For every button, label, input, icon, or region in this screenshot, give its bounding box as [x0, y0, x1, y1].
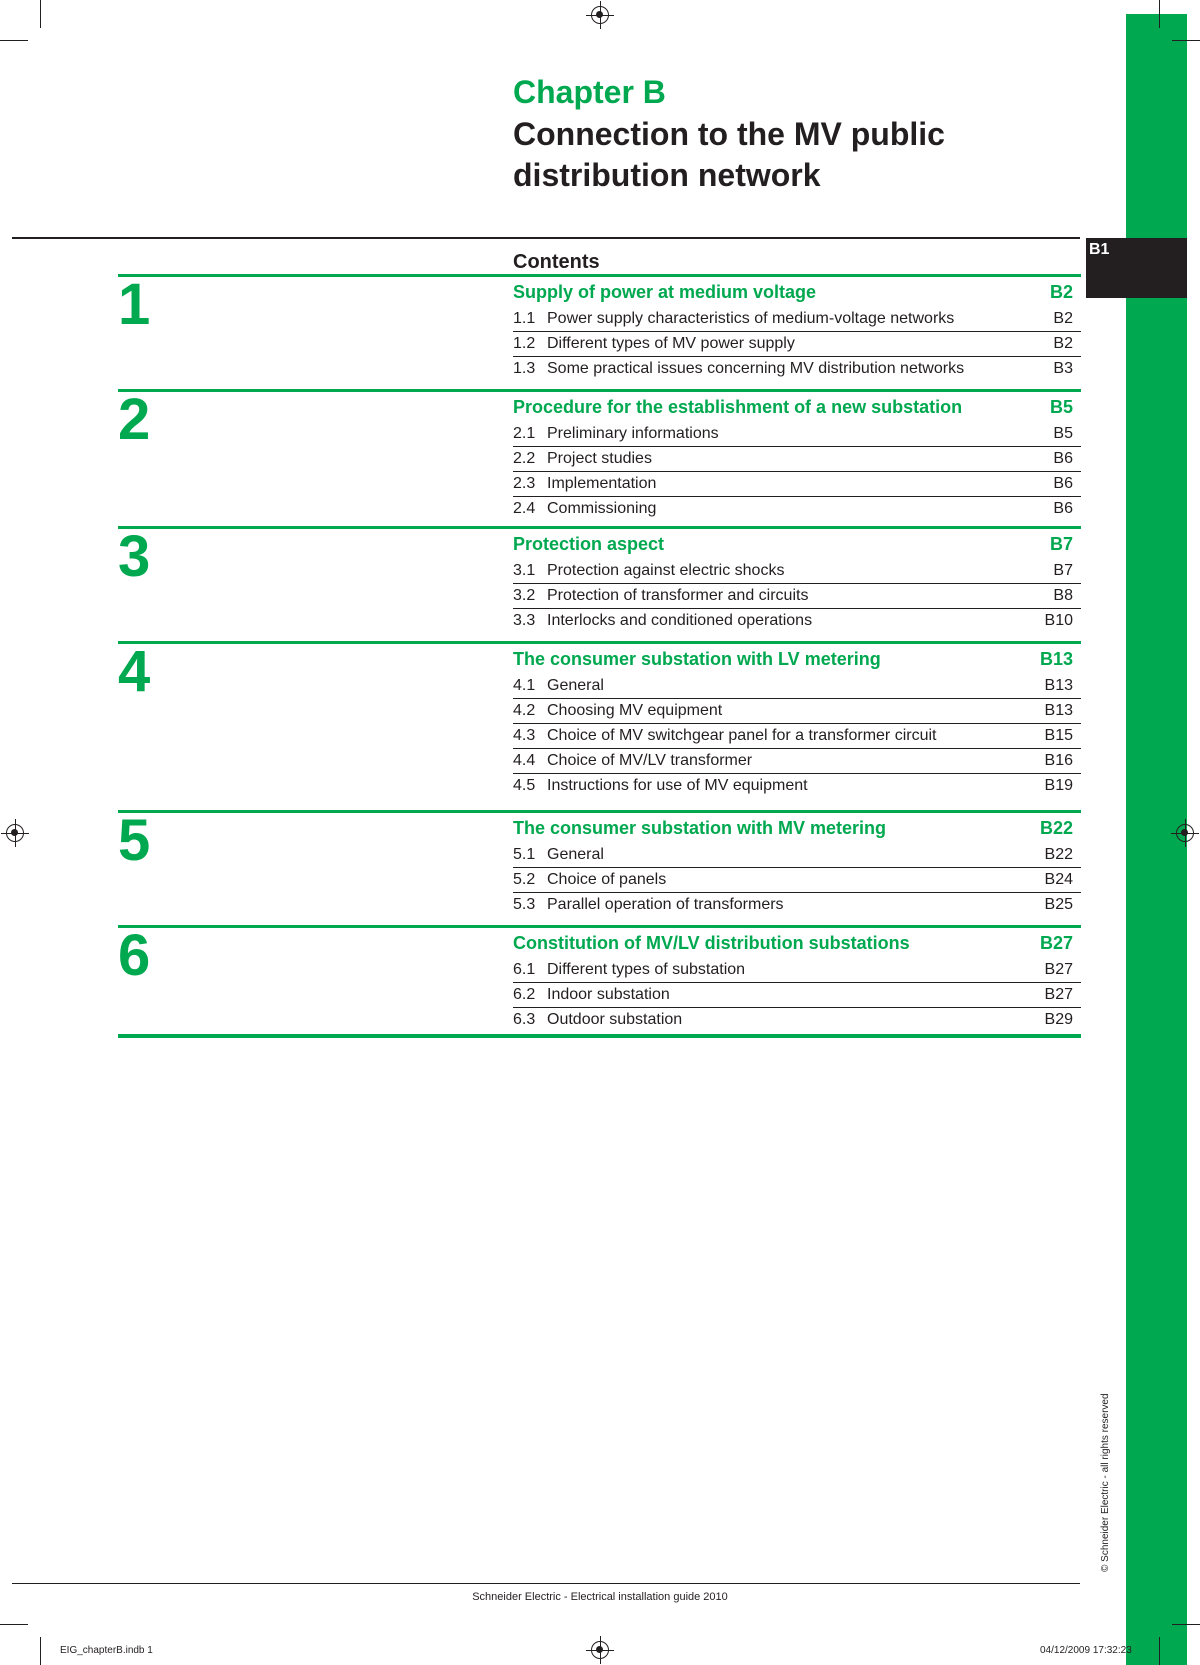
section-number: 3 — [118, 524, 151, 589]
chapter-label: Chapter B — [513, 74, 666, 110]
toc-item-number: 5.1 — [513, 846, 536, 863]
toc-item[interactable] — [513, 307, 1081, 332]
crop-mark — [0, 1624, 28, 1625]
toc-section — [118, 641, 1081, 810]
toc-item-page: B22 — [1044, 846, 1073, 863]
toc-item-page: B13 — [1044, 677, 1073, 694]
section-page: B13 — [1039, 648, 1073, 669]
section-title: Procedure for the establishment of a new substation — [513, 396, 963, 417]
toc-item-number: 6.3 — [513, 1011, 536, 1028]
print-slug-date: 04/12/2009 17:32:23 — [1040, 1645, 1132, 1656]
toc-item-label — [513, 500, 656, 518]
toc-item-number: 3.2 — [513, 587, 536, 604]
toc-item-title: Project studies — [547, 450, 652, 467]
toc-item-page: B27 — [1044, 986, 1073, 1003]
toc-item-page: B6 — [1053, 475, 1073, 492]
registration-mark-icon — [591, 6, 609, 24]
toc-item[interactable] — [513, 332, 1081, 357]
toc-item-title: Choice of panels — [547, 871, 667, 888]
crop-mark — [1159, 0, 1160, 28]
chapter-tab — [1086, 238, 1187, 298]
toc-item-label — [513, 425, 719, 443]
table-of-contents — [118, 274, 1081, 1042]
toc-item-page: B29 — [1044, 1011, 1073, 1028]
toc-item-label — [513, 562, 784, 580]
toc-item[interactable] — [513, 868, 1081, 893]
toc-item[interactable] — [513, 609, 1081, 633]
toc-item-label — [513, 587, 808, 605]
toc-item-page: B6 — [1053, 450, 1073, 467]
copyright-notice: © Schneider Electric - all rights reserved — [1100, 1393, 1111, 1572]
toc-item-page: B16 — [1044, 752, 1073, 769]
toc-item-number: 1.2 — [513, 335, 536, 352]
toc-section — [118, 526, 1081, 641]
crop-mark — [1172, 40, 1200, 41]
toc-section — [118, 810, 1081, 925]
toc-item-title: Choice of MV switchgear panel for a transformer circuit — [547, 727, 937, 744]
toc-item[interactable] — [513, 983, 1081, 1008]
toc-item[interactable] — [513, 724, 1081, 749]
toc-item[interactable] — [513, 422, 1081, 447]
toc-item-title: Interlocks and conditioned operations — [547, 612, 813, 629]
toc-item-label — [513, 360, 964, 378]
toc-section — [118, 274, 1081, 389]
toc-item-page: B5 — [1053, 425, 1073, 442]
section-heading[interactable] — [513, 392, 1081, 422]
section-page: B5 — [1049, 396, 1073, 417]
toc-item-label — [513, 727, 936, 745]
toc-item-page: B7 — [1053, 562, 1073, 579]
section-title: Constitution of MV/LV distribution substations — [513, 932, 910, 953]
toc-section — [118, 389, 1081, 526]
toc-item-number: 2.1 — [513, 425, 536, 442]
toc-item-title: General — [547, 677, 604, 694]
toc-item[interactable] — [513, 357, 1081, 381]
toc-item[interactable] — [513, 699, 1081, 724]
toc-item-label — [513, 702, 722, 720]
crop-mark — [1172, 1624, 1200, 1625]
toc-item-label — [513, 335, 795, 353]
section-heading[interactable] — [513, 529, 1081, 559]
toc-item-number: 4.5 — [513, 777, 536, 794]
toc-item-label — [513, 450, 652, 468]
toc-item-label — [513, 612, 812, 630]
toc-item-label — [513, 961, 745, 979]
toc-item-number: 4.3 — [513, 727, 536, 744]
toc-item-label — [513, 752, 752, 770]
toc-item-title: Protection against electric shocks — [547, 562, 785, 579]
toc-item-page: B8 — [1053, 587, 1073, 604]
toc-item-number: 2.3 — [513, 475, 536, 492]
registration-mark-icon — [6, 824, 24, 842]
toc-item[interactable] — [513, 774, 1081, 798]
section-number: 6 — [118, 923, 151, 988]
section-page: B22 — [1039, 817, 1073, 838]
toc-item-title: Indoor substation — [547, 986, 670, 1003]
divider — [118, 1034, 1081, 1038]
toc-item-label — [513, 871, 666, 889]
divider — [12, 237, 1080, 239]
toc-item-label — [513, 677, 604, 695]
toc-item[interactable] — [513, 958, 1081, 983]
section-number: 5 — [118, 808, 151, 873]
toc-item-number: 1.3 — [513, 360, 536, 377]
toc-item[interactable] — [513, 584, 1081, 609]
toc-item-title: Outdoor substation — [547, 1011, 683, 1028]
toc-item-label — [513, 1011, 682, 1029]
toc-item-title: Instructions for use of MV equipment — [547, 777, 808, 794]
toc-item-number: 4.2 — [513, 702, 536, 719]
section-number: 2 — [118, 387, 151, 452]
divider — [12, 1583, 1080, 1584]
toc-item-number: 1.1 — [513, 310, 536, 327]
toc-item[interactable] — [513, 893, 1081, 917]
toc-item-title: Choice of MV/LV transformer — [547, 752, 753, 769]
toc-item[interactable] — [513, 843, 1081, 868]
toc-item-number: 4.1 — [513, 677, 536, 694]
toc-item-title: Preliminary informations — [547, 425, 719, 442]
section-heading[interactable] — [513, 277, 1081, 307]
section-page: B2 — [1049, 281, 1073, 302]
toc-item-title: Different types of substation — [547, 961, 746, 978]
toc-item[interactable] — [513, 497, 1081, 521]
toc-item[interactable] — [513, 447, 1081, 472]
section-page: B7 — [1049, 533, 1073, 554]
toc-item-title: Protection of transformer and circuits — [547, 587, 809, 604]
toc-item-number: 6.2 — [513, 986, 536, 1003]
crop-mark — [0, 40, 28, 41]
toc-item-page: B3 — [1053, 360, 1073, 377]
contents-heading: Contents — [513, 251, 600, 273]
toc-item[interactable] — [513, 674, 1081, 699]
toc-item-title: Choosing MV equipment — [547, 702, 723, 719]
toc-item[interactable] — [513, 472, 1081, 497]
toc-item-page: B15 — [1044, 727, 1073, 744]
chapter-title: Connection to the MV public distribution network — [513, 116, 945, 193]
section-title: Supply of power at medium voltage — [513, 281, 817, 302]
crop-mark — [40, 1637, 41, 1665]
toc-item-page: B25 — [1044, 896, 1073, 913]
toc-item-title: Different types of MV power supply — [547, 335, 795, 352]
section-number: 4 — [118, 639, 151, 704]
chapter-tab-label: B1 — [1089, 241, 1110, 258]
section-heading[interactable] — [513, 928, 1081, 958]
toc-item-page: B27 — [1044, 961, 1073, 978]
toc-item-label — [513, 986, 670, 1004]
toc-item-page: B13 — [1044, 702, 1073, 719]
toc-item-number: 2.2 — [513, 450, 536, 467]
toc-item[interactable] — [513, 1008, 1081, 1032]
toc-item-page: B24 — [1044, 871, 1073, 888]
section-page: B27 — [1039, 932, 1073, 953]
toc-item-label — [513, 896, 784, 914]
toc-item-page: B2 — [1053, 310, 1073, 327]
toc-item-number: 3.1 — [513, 562, 536, 579]
toc-item-label — [513, 310, 954, 328]
print-slug-file: EIG_chapterB.indb 1 — [60, 1645, 153, 1656]
section-heading[interactable] — [513, 813, 1081, 843]
toc-item-title: Parallel operation of transformers — [547, 896, 784, 913]
toc-item-number: 5.3 — [513, 896, 536, 913]
toc-item[interactable] — [513, 749, 1081, 774]
section-title: The consumer substation with LV metering — [513, 648, 881, 669]
toc-item-page: B2 — [1053, 335, 1073, 352]
toc-item-number: 5.2 — [513, 871, 536, 888]
section-title: The consumer substation with MV metering — [513, 817, 887, 838]
crop-mark — [40, 0, 41, 28]
toc-item-number: 2.4 — [513, 500, 536, 517]
section-heading[interactable] — [513, 644, 1081, 674]
section-number: 1 — [118, 272, 151, 337]
toc-item-title: General — [547, 846, 604, 863]
registration-mark-icon — [1176, 824, 1194, 842]
toc-item-label — [513, 846, 604, 864]
toc-item-number: 3.3 — [513, 612, 536, 629]
crop-mark — [1159, 1637, 1160, 1665]
toc-item-label — [513, 475, 656, 493]
toc-item-title: Some practical issues concerning MV distribution networks — [547, 360, 965, 377]
page-footer: Schneider Electric - Electrical installation guide 2010 — [472, 1591, 728, 1603]
toc-item-number: 6.1 — [513, 961, 536, 978]
toc-item-title: Commissioning — [547, 500, 657, 517]
toc-section — [118, 925, 1081, 1042]
section-title: Protection aspect — [513, 533, 665, 554]
toc-item-title: Power supply characteristics of medium-voltage networks — [547, 310, 955, 327]
toc-item-label — [513, 777, 808, 795]
toc-item-number: 4.4 — [513, 752, 536, 769]
toc-item-page: B6 — [1053, 500, 1073, 517]
toc-item-title: Implementation — [547, 475, 657, 492]
registration-mark-icon — [591, 1641, 609, 1659]
toc-item[interactable] — [513, 559, 1081, 584]
toc-item-page: B19 — [1044, 777, 1073, 794]
toc-item-page: B10 — [1044, 612, 1073, 629]
